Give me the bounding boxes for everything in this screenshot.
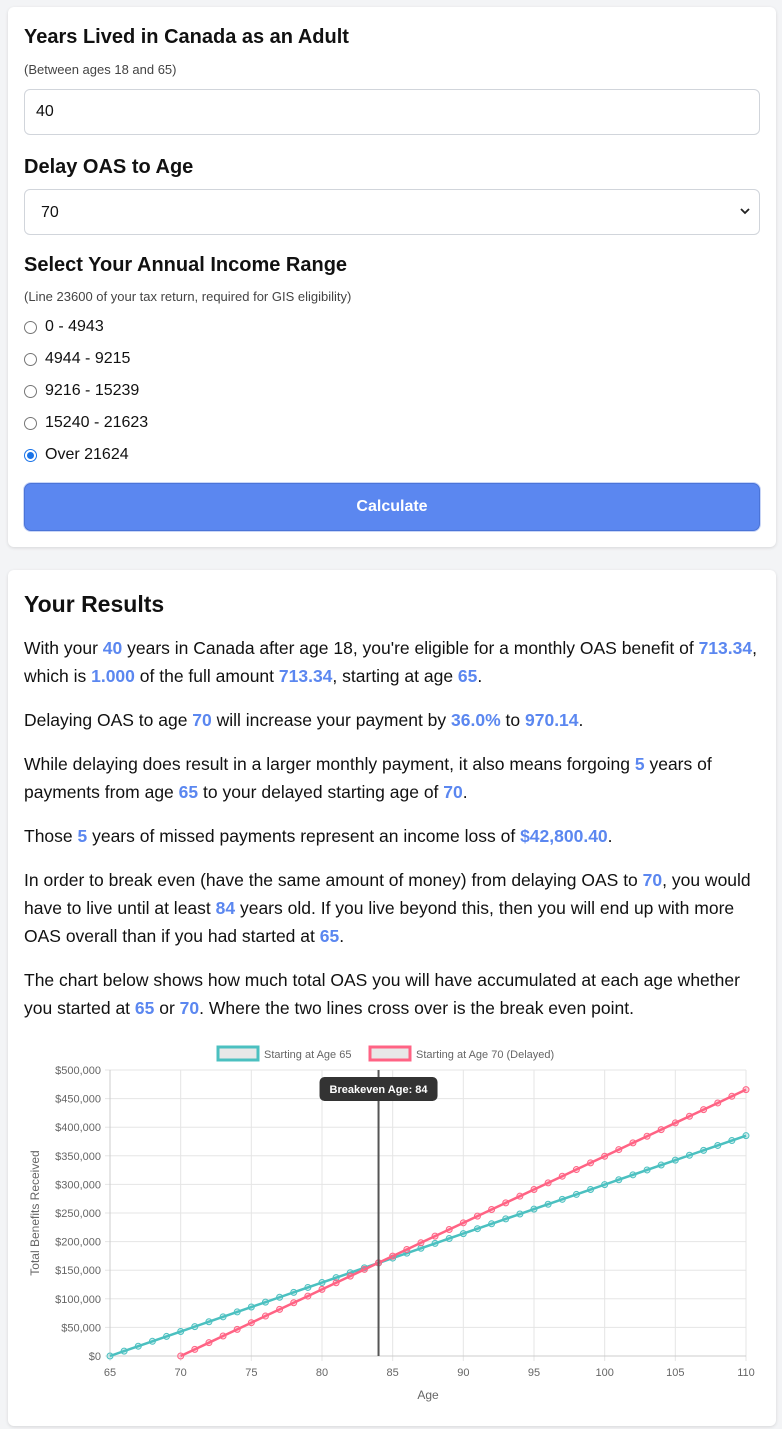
series-line (110, 1136, 746, 1356)
y-tick-label: $50,000 (61, 1322, 101, 1335)
data-point (192, 1324, 198, 1330)
data-point (390, 1253, 396, 1259)
calculator-form-card (8, 7, 776, 547)
fraction-value: 1.000 (91, 666, 135, 686)
data-point (404, 1246, 410, 1252)
data-point (460, 1220, 466, 1226)
data-point (220, 1333, 226, 1339)
breakeven-age-value: 84 (215, 898, 236, 918)
forgo-years-value: 5 (634, 754, 645, 774)
x-tick-label: 95 (527, 1367, 541, 1379)
data-point (602, 1182, 608, 1188)
data-point (644, 1133, 650, 1139)
data-point (347, 1273, 353, 1279)
data-point (672, 1120, 678, 1126)
data-point (192, 1346, 198, 1352)
data-point (149, 1338, 155, 1344)
data-point (658, 1127, 664, 1133)
data-point (602, 1153, 608, 1159)
y-tick-label: $0 (88, 1351, 101, 1363)
monthly-benefit-value: 713.34 (698, 638, 753, 658)
results-card (8, 570, 776, 1426)
y-tick-label: $100,000 (55, 1293, 101, 1306)
x-axis-title: Age (417, 1388, 439, 1402)
data-point (573, 1191, 579, 1197)
x-tick-label: 70 (174, 1367, 187, 1379)
income-option-0[interactable] (24, 316, 104, 338)
y-tick-label: $450,000 (55, 1093, 101, 1106)
data-point (715, 1142, 721, 1148)
delay-oas-heading: Delay OAS to Age (24, 156, 194, 178)
data-point (234, 1309, 240, 1315)
data-point (588, 1160, 594, 1166)
data-point (489, 1207, 495, 1213)
income-loss-paragraph: Those 5 years of missed payments represent an income loss of $42,800.40. (24, 826, 613, 846)
income-option-label: 4944 - 9215 (45, 350, 131, 367)
legend-label: Starting at Age 70 (Delayed) (416, 1049, 555, 1061)
data-point (248, 1304, 254, 1310)
income-option-label: 15240 - 21623 (45, 414, 149, 431)
data-point (743, 1133, 749, 1139)
data-point (517, 1193, 523, 1199)
data-point (743, 1087, 749, 1093)
data-point (672, 1157, 678, 1163)
data-point (178, 1329, 184, 1335)
delayed-amount-value: 970.14 (525, 710, 579, 730)
data-point (446, 1226, 452, 1232)
data-point (333, 1280, 339, 1286)
legend-label: Starting at Age 65 (264, 1049, 352, 1061)
data-point (573, 1167, 579, 1173)
data-point (474, 1226, 480, 1232)
delay-age-select[interactable] (24, 189, 760, 235)
radio-button[interactable] (24, 385, 37, 398)
data-point (206, 1319, 212, 1325)
data-point (277, 1306, 283, 1312)
data-point (178, 1353, 184, 1359)
data-point (588, 1187, 594, 1193)
data-point (531, 1187, 537, 1193)
from-age-value: 65 (178, 782, 199, 802)
data-point (630, 1172, 636, 1178)
data-point (658, 1162, 664, 1168)
years-value: 40 (102, 638, 123, 658)
full-amount-value: 713.34 (278, 666, 333, 686)
data-point (686, 1113, 692, 1119)
data-point (220, 1314, 226, 1320)
income-option-3[interactable] (24, 412, 148, 434)
data-point (319, 1286, 325, 1292)
data-point (474, 1213, 480, 1219)
income-option-label: Over 21624 (45, 446, 129, 463)
data-point (305, 1284, 311, 1290)
delay-age-value: 70 (642, 870, 663, 890)
data-point (277, 1294, 283, 1300)
increase-percent-value: 36.0% (451, 710, 501, 730)
data-point (715, 1100, 721, 1106)
data-point (729, 1093, 735, 1099)
data-point (135, 1343, 141, 1349)
data-point (545, 1201, 551, 1207)
y-tick-label: $300,000 (55, 1179, 101, 1192)
y-tick-label: $400,000 (55, 1122, 101, 1135)
eligibility-paragraph: With your 40 years in Canada after age 18, you're eligible for a monthly OAS benefit of 713.34, which is 1.000 of the full amount 713.34, starting at age 65. (24, 638, 757, 686)
income-option-label: 0 - 4943 (45, 318, 104, 335)
x-tick-label: 80 (315, 1367, 329, 1379)
forgo-paragraph: While delaying does result in a larger monthly payment, it also means forgoing 5 years of payments from age 65 to your delayed starting age of 70. (24, 754, 712, 802)
data-point (644, 1167, 650, 1173)
y-tick-label: $350,000 (55, 1150, 101, 1163)
y-tick-label: $500,000 (55, 1065, 101, 1077)
benefits-line-chart (8, 1040, 776, 1420)
data-point (503, 1200, 509, 1206)
y-axis-title: Total Benefits Received (28, 1150, 42, 1276)
data-point (616, 1177, 622, 1183)
delay-increase-paragraph: Delaying OAS to age 70 will increase your payment by 36.0% to 970.14. (24, 710, 584, 730)
radio-button[interactable] (24, 417, 37, 430)
years-lived-heading: Years Lived in Canada as an Adult (24, 26, 349, 48)
x-tick-label: 85 (386, 1367, 399, 1379)
x-tick-label: 105 (666, 1367, 685, 1379)
results-title: Your Results (24, 591, 165, 617)
data-point (559, 1196, 565, 1202)
data-point (559, 1173, 565, 1179)
delay-age-value: 70 (41, 204, 59, 221)
data-point (262, 1313, 268, 1319)
income-option-1[interactable] (24, 348, 130, 370)
radio-button-selected[interactable] (24, 449, 37, 462)
data-point (489, 1221, 495, 1227)
data-point (319, 1280, 325, 1286)
start-age-value: 65 (457, 666, 478, 686)
income-option-2[interactable] (24, 380, 139, 402)
radio-button[interactable] (24, 321, 37, 334)
income-loss-value: $42,800.40 (520, 826, 608, 846)
data-point (446, 1235, 452, 1241)
start-age-value: 65 (319, 926, 340, 946)
income-range-hint: (Line 23600 of your tax return, required for GIS eligibility) (24, 289, 352, 304)
data-point (121, 1348, 127, 1354)
data-point (361, 1266, 367, 1272)
chart-intro-paragraph: The chart below shows how much total OAS you will have accumulated at each age whether you started at 65 or 70. Where the two lines cross over is the break even point. (24, 970, 740, 1018)
data-point (432, 1233, 438, 1239)
data-point (291, 1300, 297, 1306)
legend-swatch (370, 1047, 410, 1060)
data-point (616, 1147, 622, 1153)
radio-button[interactable] (24, 353, 37, 366)
y-tick-label: $250,000 (55, 1208, 101, 1220)
breakeven-label: Breakeven Age: 84 (329, 1084, 428, 1096)
legend-swatch (218, 1047, 258, 1060)
data-point (432, 1240, 438, 1246)
missed-years-value: 5 (77, 826, 88, 846)
data-point (686, 1152, 692, 1158)
data-point (164, 1333, 170, 1339)
data-point (291, 1289, 297, 1295)
y-tick-label: $150,000 (55, 1265, 101, 1278)
data-point (262, 1299, 268, 1305)
data-point (107, 1353, 113, 1359)
data-point (630, 1140, 636, 1146)
years-lived-input[interactable] (24, 89, 760, 135)
age-a-value: 65 (134, 998, 155, 1018)
data-point (701, 1107, 707, 1113)
x-tick-label: 90 (457, 1367, 470, 1379)
data-point (729, 1138, 735, 1144)
income-option-label: 9216 - 15239 (45, 382, 140, 399)
x-tick-label: 75 (245, 1367, 258, 1379)
income-range-heading: Select Your Annual Income Range (24, 254, 348, 276)
data-point (418, 1240, 424, 1246)
calculate-button[interactable]: Calculate (24, 483, 760, 531)
data-point (503, 1216, 509, 1222)
years-lived-hint: (Between ages 18 and 65) (24, 62, 177, 77)
data-point (701, 1147, 707, 1153)
breakeven-paragraph: In order to break even (have the same amount of money) from delaying OAS to 70, you would have to live until at least 84 years old. If you live beyond this, then you will end up with more OAS overall than if you had started at 65. (24, 870, 751, 946)
data-point (517, 1211, 523, 1217)
x-tick-label: 110 (737, 1367, 755, 1379)
data-point (248, 1320, 254, 1326)
data-point (305, 1293, 311, 1299)
income-option-4[interactable] (24, 444, 129, 466)
age-b-value: 70 (179, 998, 200, 1018)
chevron-down-icon (739, 205, 751, 217)
data-point (545, 1180, 551, 1186)
delay-age-value: 70 (192, 710, 212, 730)
data-point (206, 1340, 212, 1346)
y-tick-label: $200,000 (55, 1236, 101, 1249)
to-age-value: 70 (443, 782, 463, 802)
data-point (234, 1326, 240, 1332)
x-tick-label: 65 (103, 1367, 117, 1379)
data-point (460, 1231, 466, 1237)
data-point (531, 1206, 537, 1212)
x-tick-label: 100 (595, 1367, 614, 1379)
